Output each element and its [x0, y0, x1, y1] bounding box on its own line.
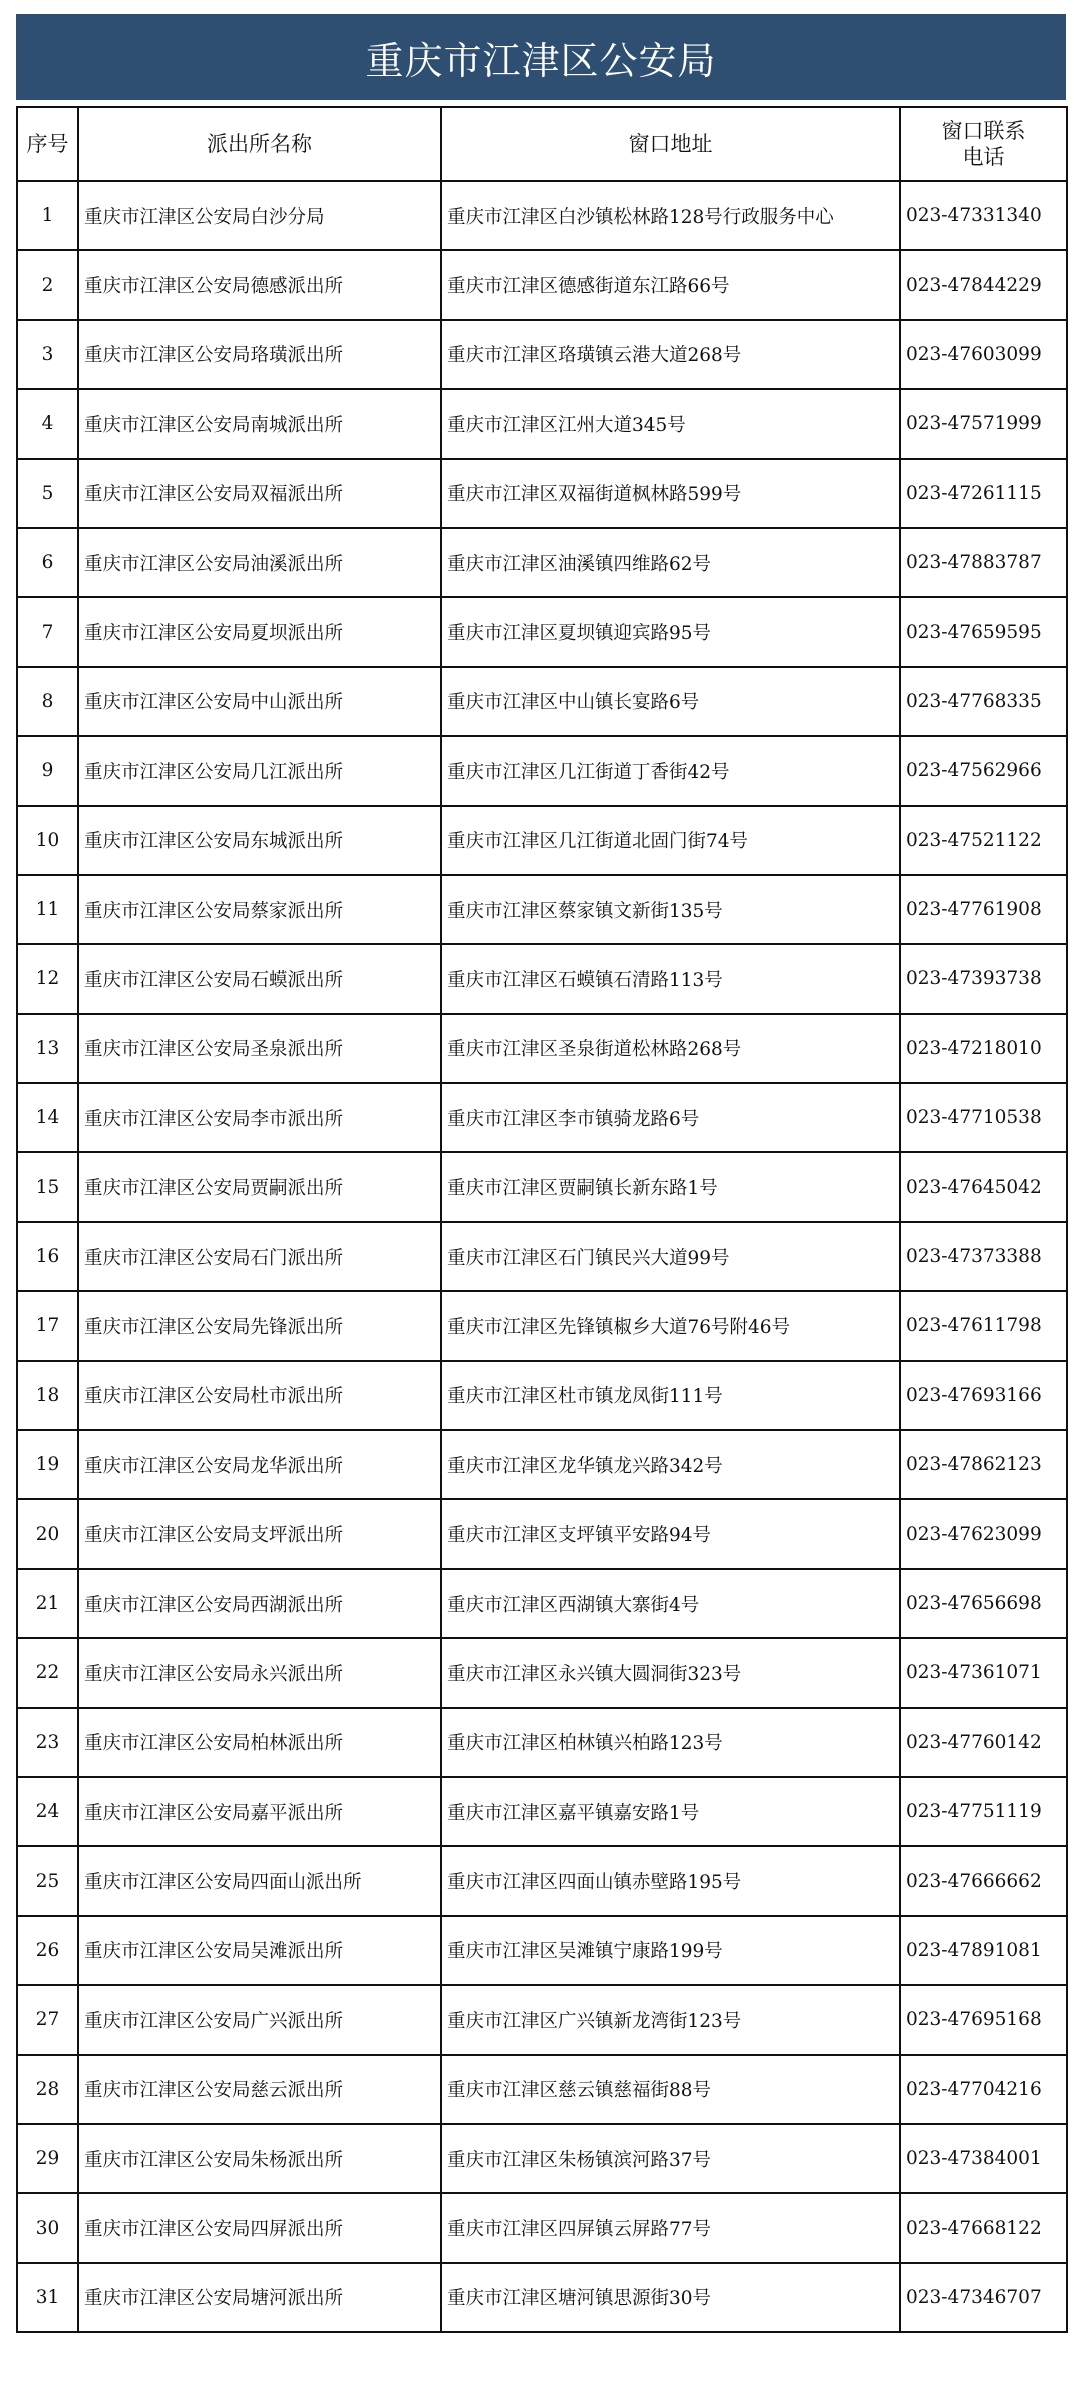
table-row — [17, 2124, 1067, 2193]
cell-address: 重庆市江津区石蟆镇石清路113号 — [441, 944, 900, 1013]
cell-no: 25 — [17, 1846, 78, 1915]
cell-phone: 023-47656698 — [900, 1569, 1067, 1638]
cell-station-name: 重庆市江津区公安局永兴派出所 — [78, 1638, 441, 1707]
cell-phone: 023-47883787 — [900, 528, 1067, 597]
table-row — [17, 2055, 1067, 2124]
header-phone-line1: 窗口联系 — [941, 118, 1026, 143]
header-name: 派出所名称 — [78, 107, 441, 181]
cell-station-name: 重庆市江津区公安局中山派出所 — [78, 667, 441, 736]
header-phone — [900, 107, 1067, 181]
cell-station-name: 重庆市江津区公安局柏林派出所 — [78, 1708, 441, 1777]
cell-phone: 023-47704216 — [900, 2055, 1067, 2124]
table-row — [17, 320, 1067, 389]
table-row — [17, 1361, 1067, 1430]
cell-address: 重庆市江津区塘河镇思源街30号 — [441, 2263, 900, 2332]
table-row — [17, 1014, 1067, 1083]
cell-address: 重庆市江津区广兴镇新龙湾街123号 — [441, 1985, 900, 2054]
header-no: 序号 — [17, 107, 78, 181]
cell-address: 重庆市江津区珞璜镇云港大道268号 — [441, 320, 900, 389]
cell-station-name: 重庆市江津区公安局四面山派出所 — [78, 1846, 441, 1915]
cell-phone: 023-47571999 — [900, 389, 1067, 458]
table-row — [17, 1569, 1067, 1638]
cell-no: 17 — [17, 1291, 78, 1360]
cell-station-name: 重庆市江津区公安局吴滩派出所 — [78, 1916, 441, 1985]
cell-no: 24 — [17, 1777, 78, 1846]
cell-no: 19 — [17, 1430, 78, 1499]
cell-address: 重庆市江津区贾嗣镇长新东路1号 — [441, 1152, 900, 1221]
cell-phone: 023-47862123 — [900, 1430, 1067, 1499]
cell-station-name: 重庆市江津区公安局夏坝派出所 — [78, 597, 441, 666]
cell-phone: 023-47645042 — [900, 1152, 1067, 1221]
cell-address: 重庆市江津区杜市镇龙凤街111号 — [441, 1361, 900, 1430]
cell-address: 重庆市江津区几江街道丁香街42号 — [441, 736, 900, 805]
cell-address: 重庆市江津区永兴镇大圆洞街323号 — [441, 1638, 900, 1707]
cell-no: 13 — [17, 1014, 78, 1083]
table-row — [17, 944, 1067, 1013]
cell-phone: 023-47218010 — [900, 1014, 1067, 1083]
cell-phone: 023-47751119 — [900, 1777, 1067, 1846]
table-row — [17, 250, 1067, 319]
cell-address: 重庆市江津区四屏镇云屏路77号 — [441, 2193, 900, 2262]
cell-phone: 023-47603099 — [900, 320, 1067, 389]
cell-no: 31 — [17, 2263, 78, 2332]
cell-no: 4 — [17, 389, 78, 458]
cell-station-name: 重庆市江津区公安局几江派出所 — [78, 736, 441, 805]
header-address: 窗口地址 — [441, 107, 900, 181]
cell-station-name: 重庆市江津区公安局南城派出所 — [78, 389, 441, 458]
cell-address: 重庆市江津区油溪镇四维路62号 — [441, 528, 900, 597]
table-row — [17, 2193, 1067, 2262]
cell-address: 重庆市江津区慈云镇慈福街88号 — [441, 2055, 900, 2124]
cell-phone: 023-47693166 — [900, 1361, 1067, 1430]
cell-address: 重庆市江津区德感街道东江路66号 — [441, 250, 900, 319]
table-row — [17, 1291, 1067, 1360]
cell-no: 23 — [17, 1708, 78, 1777]
cell-address: 重庆市江津区圣泉街道松林路268号 — [441, 1014, 900, 1083]
cell-station-name: 重庆市江津区公安局油溪派出所 — [78, 528, 441, 597]
cell-station-name: 重庆市江津区公安局石门派出所 — [78, 1222, 441, 1291]
cell-address: 重庆市江津区中山镇长宴路6号 — [441, 667, 900, 736]
table-row — [17, 1777, 1067, 1846]
cell-no: 20 — [17, 1499, 78, 1568]
cell-phone: 023-47761908 — [900, 875, 1067, 944]
cell-phone: 023-47891081 — [900, 1916, 1067, 1985]
table-row — [17, 528, 1067, 597]
table-row — [17, 806, 1067, 875]
cell-address: 重庆市江津区白沙镇松林路128号行政服务中心 — [441, 181, 900, 250]
cell-phone: 023-47760142 — [900, 1708, 1067, 1777]
cell-station-name: 重庆市江津区公安局李市派出所 — [78, 1083, 441, 1152]
cell-no: 14 — [17, 1083, 78, 1152]
table-row — [17, 1083, 1067, 1152]
cell-station-name: 重庆市江津区公安局东城派出所 — [78, 806, 441, 875]
document-page — [16, 14, 1066, 2333]
cell-address: 重庆市江津区李市镇骑龙路6号 — [441, 1083, 900, 1152]
cell-no: 8 — [17, 667, 78, 736]
table-row — [17, 1222, 1067, 1291]
cell-station-name: 重庆市江津区公安局圣泉派出所 — [78, 1014, 441, 1083]
cell-phone: 023-47562966 — [900, 736, 1067, 805]
cell-address: 重庆市江津区嘉平镇嘉安路1号 — [441, 1777, 900, 1846]
cell-no: 18 — [17, 1361, 78, 1430]
table-row — [17, 1430, 1067, 1499]
cell-no: 3 — [17, 320, 78, 389]
table-row — [17, 1638, 1067, 1707]
cell-no: 11 — [17, 875, 78, 944]
cell-phone: 023-47261115 — [900, 459, 1067, 528]
cell-phone: 023-47844229 — [900, 250, 1067, 319]
table-row — [17, 1846, 1067, 1915]
table-row — [17, 181, 1067, 250]
cell-station-name: 重庆市江津区公安局嘉平派出所 — [78, 1777, 441, 1846]
cell-phone: 023-47611798 — [900, 1291, 1067, 1360]
header-phone-line2: 电话 — [962, 145, 1005, 169]
table-row — [17, 459, 1067, 528]
cell-address: 重庆市江津区龙华镇龙兴路342号 — [441, 1430, 900, 1499]
table-row — [17, 1499, 1067, 1568]
cell-phone: 023-47384001 — [900, 2124, 1067, 2193]
cell-no: 9 — [17, 736, 78, 805]
cell-no: 21 — [17, 1569, 78, 1638]
cell-no: 2 — [17, 250, 78, 319]
cell-address: 重庆市江津区蔡家镇文新街135号 — [441, 875, 900, 944]
cell-address: 重庆市江津区江州大道345号 — [441, 389, 900, 458]
cell-station-name: 重庆市江津区公安局石蟆派出所 — [78, 944, 441, 1013]
cell-address: 重庆市江津区四面山镇赤壁路195号 — [441, 1846, 900, 1915]
cell-station-name: 重庆市江津区公安局广兴派出所 — [78, 1985, 441, 2054]
table-body — [17, 181, 1067, 2332]
cell-address: 重庆市江津区支坪镇平安路94号 — [441, 1499, 900, 1568]
cell-no: 12 — [17, 944, 78, 1013]
cell-no: 5 — [17, 459, 78, 528]
cell-phone: 023-47373388 — [900, 1222, 1067, 1291]
cell-no: 26 — [17, 1916, 78, 1985]
cell-phone: 023-47768335 — [900, 667, 1067, 736]
cell-address: 重庆市江津区夏坝镇迎宾路95号 — [441, 597, 900, 666]
cell-no: 28 — [17, 2055, 78, 2124]
cell-phone: 023-47361071 — [900, 1638, 1067, 1707]
cell-address: 重庆市江津区双福街道枫林路599号 — [441, 459, 900, 528]
cell-phone: 023-47623099 — [900, 1499, 1067, 1568]
cell-no: 27 — [17, 1985, 78, 2054]
cell-phone: 023-47666662 — [900, 1846, 1067, 1915]
cell-phone: 023-47659595 — [900, 597, 1067, 666]
table-row — [17, 1916, 1067, 1985]
cell-address: 重庆市江津区柏林镇兴柏路123号 — [441, 1708, 900, 1777]
table-row — [17, 667, 1067, 736]
table-header-row — [17, 107, 1067, 181]
cell-no: 30 — [17, 2193, 78, 2262]
cell-phone: 023-47331340 — [900, 181, 1067, 250]
cell-phone: 023-47695168 — [900, 1985, 1067, 2054]
table-row — [17, 736, 1067, 805]
cell-no: 6 — [17, 528, 78, 597]
cell-phone: 023-47710538 — [900, 1083, 1067, 1152]
table-row — [17, 1985, 1067, 2054]
cell-no: 15 — [17, 1152, 78, 1221]
cell-no: 29 — [17, 2124, 78, 2193]
cell-no: 16 — [17, 1222, 78, 1291]
table-row — [17, 597, 1067, 666]
cell-no: 10 — [17, 806, 78, 875]
cell-station-name: 重庆市江津区公安局双福派出所 — [78, 459, 441, 528]
cell-station-name: 重庆市江津区公安局支坪派出所 — [78, 1499, 441, 1568]
cell-address: 重庆市江津区先锋镇椒乡大道76号附46号 — [441, 1291, 900, 1360]
cell-phone: 023-47668122 — [900, 2193, 1067, 2262]
cell-station-name: 重庆市江津区公安局白沙分局 — [78, 181, 441, 250]
page-title: 重庆市江津区公安局 — [16, 14, 1066, 100]
table-row — [17, 389, 1067, 458]
table-row — [17, 1708, 1067, 1777]
cell-address: 重庆市江津区朱杨镇滨河路37号 — [441, 2124, 900, 2193]
cell-station-name: 重庆市江津区公安局德感派出所 — [78, 250, 441, 319]
cell-phone: 023-47393738 — [900, 944, 1067, 1013]
police-station-table — [16, 106, 1068, 2333]
cell-address: 重庆市江津区吴滩镇宁康路199号 — [441, 1916, 900, 1985]
cell-station-name: 重庆市江津区公安局贾嗣派出所 — [78, 1152, 441, 1221]
cell-station-name: 重庆市江津区公安局先锋派出所 — [78, 1291, 441, 1360]
cell-no: 22 — [17, 1638, 78, 1707]
cell-address: 重庆市江津区西湖镇大寨街4号 — [441, 1569, 900, 1638]
cell-station-name: 重庆市江津区公安局朱杨派出所 — [78, 2124, 441, 2193]
cell-station-name: 重庆市江津区公安局四屏派出所 — [78, 2193, 441, 2262]
cell-station-name: 重庆市江津区公安局杜市派出所 — [78, 1361, 441, 1430]
table-row — [17, 1152, 1067, 1221]
cell-phone: 023-47346707 — [900, 2263, 1067, 2332]
cell-no: 1 — [17, 181, 78, 250]
cell-station-name: 重庆市江津区公安局西湖派出所 — [78, 1569, 441, 1638]
table-row — [17, 875, 1067, 944]
cell-station-name: 重庆市江津区公安局塘河派出所 — [78, 2263, 441, 2332]
cell-address: 重庆市江津区几江街道北固门街74号 — [441, 806, 900, 875]
cell-station-name: 重庆市江津区公安局蔡家派出所 — [78, 875, 441, 944]
cell-station-name: 重庆市江津区公安局龙华派出所 — [78, 1430, 441, 1499]
cell-no: 7 — [17, 597, 78, 666]
table-row — [17, 2263, 1067, 2332]
cell-station-name: 重庆市江津区公安局珞璜派出所 — [78, 320, 441, 389]
cell-station-name: 重庆市江津区公安局慈云派出所 — [78, 2055, 441, 2124]
cell-phone: 023-47521122 — [900, 806, 1067, 875]
cell-address: 重庆市江津区石门镇民兴大道99号 — [441, 1222, 900, 1291]
